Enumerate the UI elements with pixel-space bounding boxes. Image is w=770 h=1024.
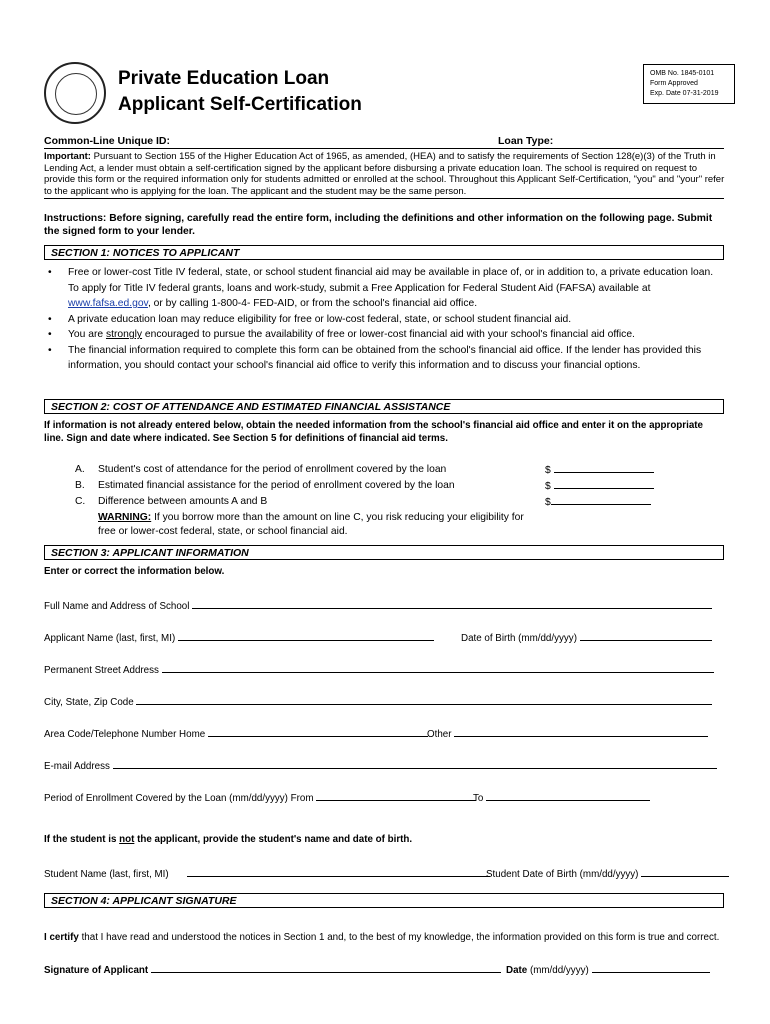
- divider: [44, 148, 724, 149]
- amount-item-label: Estimated financial assistance for the period of enrollment covered by the loan: [98, 480, 455, 491]
- section-4-header: SECTION 4: APPLICANT SIGNATURE: [44, 893, 724, 908]
- amount-item-label: Student's cost of attendance for the period of enrollment covered by the loan: [98, 464, 447, 475]
- amount-item-c: C.: [75, 496, 86, 507]
- unique-id-label: Common-Line Unique ID:: [44, 135, 170, 147]
- notice-item: • You are strongly encouraged to pursue the availability of free or lower-cost financial aid with your school's financial aid office.: [44, 327, 724, 343]
- omb-box: OMB No. 1845-0101 Form Approved Exp. Date 07-31-2019: [643, 64, 735, 104]
- notice-item: • A private education loan may reduce eligibility for free or low-cost federal, state, or school student financial aid.: [44, 312, 724, 328]
- form-title: Private Education Loan Applicant Self-Certification: [118, 68, 362, 115]
- enrollment-to-field[interactable]: To: [473, 790, 650, 804]
- amount-item-label: Difference between amounts A and B: [98, 496, 268, 507]
- phone-other-field[interactable]: Other: [427, 726, 708, 740]
- section-2-intro: If information is not already entered below, obtain the needed information from the school's financial aid office and enter it on the appropriate line. Sign and date where indicated. See Section 5 for definitions of financial aid terms.: [44, 420, 703, 444]
- notice-item: • The financial information required to complete this form can be obtained from the school's financial aid office. If the lender has provided this information, you should contact your school's financial aid office to verify this information and to discuss your financial options.: [44, 343, 724, 374]
- loan-type-label: Loan Type:: [498, 135, 554, 147]
- school-field[interactable]: Full Name and Address of School: [44, 598, 712, 612]
- important-notice: Important: Pursuant to Section 155 of the Higher Education Act of 1965, as amended, (HEA) and to satisfy the requirements of Section 128(e)(3) of the Truth in Lending Act, a lender must obtain a self-certification signed by the applicant before disbursing a private education loan. The school is required on request to provide this form or the required information only for students admitted or enrolled at the school. Throughout this Applicant Self-Certification, "you" and "your" refer to the applicant who is applying for the loan. The applicant and the student may be the same person.: [44, 151, 725, 197]
- fafsa-link[interactable]: www.fafsa.ed.gov: [68, 298, 148, 309]
- signature-field[interactable]: Signature of Applicant: [44, 962, 501, 976]
- department-seal-icon: [44, 62, 106, 124]
- section-3-intro: Enter or correct the information below.: [44, 566, 225, 577]
- student-dob-field[interactable]: Student Date of Birth (mm/dd/yyyy): [486, 866, 729, 880]
- student-not-applicant-note: If the student is not the applicant, provide the student's name and date of birth.: [44, 834, 413, 845]
- certification-statement: I certify that I have read and understood the notices in Section 1 and, to the best of my knowledge, the information provided on this form is true and correct.: [44, 932, 720, 943]
- signature-date-field[interactable]: Date (mm/dd/yyyy): [506, 962, 710, 976]
- section-2-header: SECTION 2: COST OF ATTENDANCE AND ESTIMATED FINANCIAL ASSISTANCE: [44, 399, 724, 414]
- city-field[interactable]: City, State, Zip Code: [44, 694, 712, 708]
- applicant-name-field[interactable]: Applicant Name (last, first, MI): [44, 630, 434, 644]
- phone-home-field[interactable]: Area Code/Telephone Number Home: [44, 726, 428, 740]
- email-field[interactable]: E-mail Address: [44, 758, 717, 772]
- section-3-header: SECTION 3: APPLICANT INFORMATION: [44, 545, 724, 560]
- warning-text: WARNING: If you borrow more than the amount on line C, you risk reducing your eligibility for free or lower-cost federal, state, or school financial aid.: [98, 512, 524, 537]
- enrollment-from-field[interactable]: Period of Enrollment Covered by the Loan (mm/dd/yyyy) From: [44, 790, 476, 804]
- street-field[interactable]: Permanent Street Address: [44, 662, 714, 676]
- dob-field[interactable]: Date of Birth (mm/dd/yyyy): [461, 630, 712, 644]
- amount-field-a[interactable]: $: [545, 462, 654, 479]
- student-name-field[interactable]: Student Name (last, first, MI): [44, 866, 490, 880]
- instructions: Instructions: Before signing, carefully read the entire form, including the definitions and other information on the following page. Submit the signed form to your lender.: [44, 213, 713, 237]
- section-1-notices: [44, 265, 724, 374]
- amount-item-b: B.: [75, 480, 85, 491]
- amount-field-b[interactable]: $: [545, 478, 654, 495]
- notice-item: • Free or lower-cost Title IV federal, state, or school student financial aid may be available in place of, or in addition to, a private education loan. To apply for Title IV federal grants, loans and work-study, submit a Free Application for Federal Student Aid (FAFSA) available at www.fafsa.ed.gov, or by calling 1-800-4- FED-AID, or from the school's financial aid office.: [44, 265, 724, 312]
- amount-field-c[interactable]: $: [545, 494, 651, 511]
- divider: [44, 198, 724, 199]
- section-1-header: SECTION 1: NOTICES TO APPLICANT: [44, 245, 724, 260]
- amount-item-a: A.: [75, 464, 85, 475]
